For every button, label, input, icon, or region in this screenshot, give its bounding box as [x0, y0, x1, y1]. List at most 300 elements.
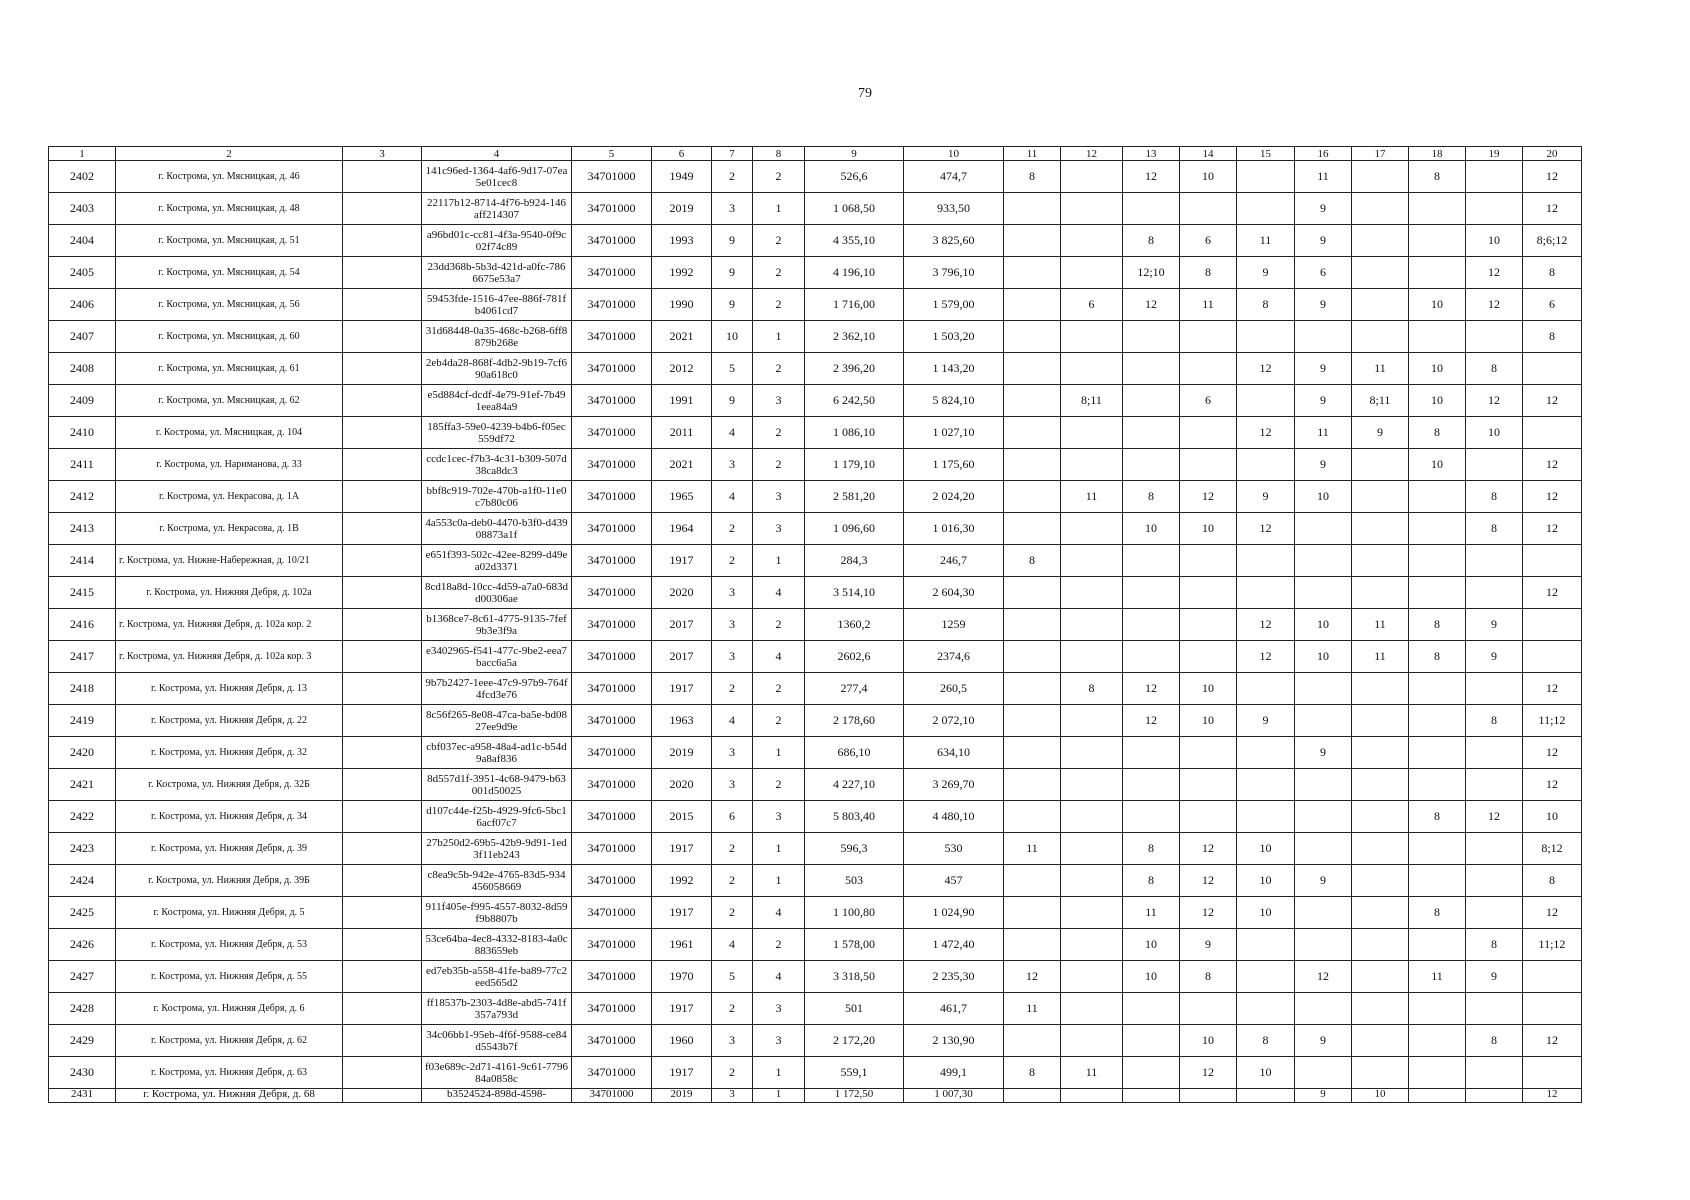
address-cell: г. Кострома, ул. Мясницкая, д. 104	[116, 417, 343, 449]
work-period-cell-15	[1237, 673, 1295, 705]
guid-cell: ccdc1cec-f7b3-4c31-b309-507d38ca8dc3	[422, 449, 572, 481]
row-number-cell: 2429	[49, 1025, 116, 1057]
floors-cell: 3	[712, 1025, 753, 1057]
total-area-cell: 1 068,50	[805, 193, 904, 225]
address-cell: г. Кострома, ул. Нижняя Дебря, д. 102а	[116, 577, 343, 609]
floors-cell: 4	[712, 929, 753, 961]
oktmo-cell: 34701000	[572, 609, 652, 641]
year-cell: 2019	[652, 1089, 712, 1103]
work-period-cell-14	[1180, 417, 1237, 449]
work-period-cell-19	[1466, 577, 1523, 609]
floors-cell: 2	[712, 513, 753, 545]
entrances-cell: 2	[753, 449, 805, 481]
work-period-cell-16	[1295, 929, 1352, 961]
address-cell: г. Кострома, ул. Нижняя Дебря, д. 5	[116, 897, 343, 929]
work-period-cell-11	[1004, 769, 1061, 801]
column-header-4: 4	[422, 147, 572, 161]
guid-cell: 27b250d2-69b5-42b9-9d91-1ed3f11eb243	[422, 833, 572, 865]
living-area-cell: 2 072,10	[904, 705, 1004, 737]
work-period-cell-15	[1237, 1089, 1295, 1103]
empty-cell	[343, 1089, 422, 1103]
oktmo-cell: 34701000	[572, 321, 652, 353]
row-number-cell: 2428	[49, 993, 116, 1025]
living-area-cell: 1 027,10	[904, 417, 1004, 449]
oktmo-cell: 34701000	[572, 481, 652, 513]
work-period-cell-14	[1180, 641, 1237, 673]
work-period-cell-14: 8	[1180, 961, 1237, 993]
year-cell: 1992	[652, 865, 712, 897]
total-area-cell: 2 178,60	[805, 705, 904, 737]
address-cell: г. Кострома, ул. Нижняя Дебря, д. 63	[116, 1057, 343, 1089]
column-header-14: 14	[1180, 147, 1237, 161]
work-period-cell-11	[1004, 801, 1061, 833]
work-period-cell-19: 8	[1466, 513, 1523, 545]
work-period-cell-14: 12	[1180, 897, 1237, 929]
row-number-cell: 2416	[49, 609, 116, 641]
work-period-cell-13	[1123, 577, 1180, 609]
year-cell: 2020	[652, 769, 712, 801]
table-row	[49, 737, 1582, 769]
row-number-cell: 2414	[49, 545, 116, 577]
year-cell: 2019	[652, 193, 712, 225]
row-number-cell: 2415	[49, 577, 116, 609]
living-area-cell: 933,50	[904, 193, 1004, 225]
year-cell: 1964	[652, 513, 712, 545]
row-number-cell: 2427	[49, 961, 116, 993]
year-cell: 1917	[652, 545, 712, 577]
work-period-cell-19: 12	[1466, 257, 1523, 289]
work-period-cell-14: 11	[1180, 289, 1237, 321]
guid-cell: d107c44e-f25b-4929-9fc6-5bc16acf07c7	[422, 801, 572, 833]
empty-cell	[343, 897, 422, 929]
work-period-cell-16	[1295, 993, 1352, 1025]
work-period-cell-15	[1237, 449, 1295, 481]
entrances-cell: 3	[753, 993, 805, 1025]
living-area-cell: 3 269,70	[904, 769, 1004, 801]
living-area-cell: 4 480,10	[904, 801, 1004, 833]
entrances-cell: 4	[753, 897, 805, 929]
work-period-cell-16: 9	[1295, 193, 1352, 225]
empty-cell	[343, 609, 422, 641]
year-cell: 1991	[652, 385, 712, 417]
oktmo-cell: 34701000	[572, 961, 652, 993]
column-header-12: 12	[1061, 147, 1123, 161]
address-cell: г. Кострома, ул. Мясницкая, д. 61	[116, 353, 343, 385]
work-period-cell-20	[1523, 545, 1582, 577]
work-period-cell-13	[1123, 449, 1180, 481]
work-period-cell-12	[1061, 449, 1123, 481]
table-row	[49, 801, 1582, 833]
work-period-cell-18: 10	[1409, 449, 1466, 481]
work-period-cell-12	[1061, 577, 1123, 609]
column-header-3: 3	[343, 147, 422, 161]
work-period-cell-17	[1352, 1057, 1409, 1089]
row-number-cell: 2418	[49, 673, 116, 705]
empty-cell	[343, 705, 422, 737]
total-area-cell: 1 172,50	[805, 1089, 904, 1103]
work-period-cell-19: 8	[1466, 481, 1523, 513]
work-period-cell-13: 10	[1123, 929, 1180, 961]
table-row	[49, 1089, 1582, 1103]
row-number-cell: 2402	[49, 161, 116, 193]
entrances-cell: 3	[753, 513, 805, 545]
work-period-cell-13: 8	[1123, 865, 1180, 897]
work-period-cell-13: 12	[1123, 289, 1180, 321]
work-period-cell-11	[1004, 609, 1061, 641]
work-period-cell-13	[1123, 321, 1180, 353]
work-period-cell-16	[1295, 769, 1352, 801]
work-period-cell-11	[1004, 641, 1061, 673]
work-period-cell-12	[1061, 769, 1123, 801]
living-area-cell: 1 143,20	[904, 353, 1004, 385]
entrances-cell: 2	[753, 417, 805, 449]
work-period-cell-18	[1409, 1025, 1466, 1057]
empty-cell	[343, 193, 422, 225]
row-number-cell: 2403	[49, 193, 116, 225]
work-period-cell-19	[1466, 769, 1523, 801]
empty-cell	[343, 1025, 422, 1057]
oktmo-cell: 34701000	[572, 385, 652, 417]
year-cell: 2017	[652, 641, 712, 673]
guid-cell: ff18537b-2303-4d8e-abd5-741f357a793d	[422, 993, 572, 1025]
work-period-cell-20	[1523, 417, 1582, 449]
living-area-cell: 474,7	[904, 161, 1004, 193]
living-area-cell: 260,5	[904, 673, 1004, 705]
work-period-cell-18: 8	[1409, 897, 1466, 929]
work-period-cell-12	[1061, 417, 1123, 449]
work-period-cell-15: 10	[1237, 833, 1295, 865]
row-number-cell: 2409	[49, 385, 116, 417]
work-period-cell-13: 12	[1123, 161, 1180, 193]
work-period-cell-11	[1004, 673, 1061, 705]
work-period-cell-13: 12;10	[1123, 257, 1180, 289]
column-header-1: 1	[49, 147, 116, 161]
work-period-cell-20: 8	[1523, 257, 1582, 289]
year-cell: 1917	[652, 673, 712, 705]
work-period-cell-11: 11	[1004, 833, 1061, 865]
work-period-cell-12	[1061, 961, 1123, 993]
work-period-cell-12	[1061, 641, 1123, 673]
column-header-9: 9	[805, 147, 904, 161]
work-period-cell-17	[1352, 449, 1409, 481]
guid-cell: 911f405e-f995-4557-8032-8d59f9b8807b	[422, 897, 572, 929]
year-cell: 2021	[652, 449, 712, 481]
empty-cell	[343, 865, 422, 897]
oktmo-cell: 34701000	[572, 193, 652, 225]
work-period-cell-18: 8	[1409, 801, 1466, 833]
entrances-cell: 1	[753, 321, 805, 353]
living-area-cell: 457	[904, 865, 1004, 897]
row-number-cell: 2405	[49, 257, 116, 289]
work-period-cell-20	[1523, 961, 1582, 993]
empty-cell	[343, 577, 422, 609]
table-row	[49, 577, 1582, 609]
work-period-cell-19	[1466, 321, 1523, 353]
oktmo-cell: 34701000	[572, 673, 652, 705]
year-cell: 1993	[652, 225, 712, 257]
work-period-cell-15: 10	[1237, 865, 1295, 897]
year-cell: 1960	[652, 1025, 712, 1057]
work-period-cell-20: 12	[1523, 513, 1582, 545]
work-period-cell-20: 8	[1523, 865, 1582, 897]
address-cell: г. Кострома, ул. Мясницкая, д. 62	[116, 385, 343, 417]
work-period-cell-14	[1180, 801, 1237, 833]
year-cell: 2020	[652, 577, 712, 609]
empty-cell	[343, 289, 422, 321]
work-period-cell-20: 6	[1523, 289, 1582, 321]
work-period-cell-16	[1295, 897, 1352, 929]
work-period-cell-18	[1409, 257, 1466, 289]
work-period-cell-20: 8;12	[1523, 833, 1582, 865]
work-period-cell-18	[1409, 545, 1466, 577]
work-period-cell-20: 12	[1523, 673, 1582, 705]
column-header-11: 11	[1004, 147, 1061, 161]
empty-cell	[343, 417, 422, 449]
work-period-cell-20: 12	[1523, 449, 1582, 481]
work-period-cell-11: 8	[1004, 161, 1061, 193]
table-row	[49, 289, 1582, 321]
work-period-cell-15	[1237, 737, 1295, 769]
work-period-cell-19: 9	[1466, 609, 1523, 641]
work-period-cell-20: 12	[1523, 577, 1582, 609]
address-cell: г. Кострома, ул. Нижняя Дебря, д. 32Б	[116, 769, 343, 801]
work-period-cell-18	[1409, 929, 1466, 961]
work-period-cell-16	[1295, 673, 1352, 705]
table-row	[49, 769, 1582, 801]
row-number-cell: 2417	[49, 641, 116, 673]
work-period-cell-18	[1409, 833, 1466, 865]
work-period-cell-12	[1061, 193, 1123, 225]
work-period-cell-19	[1466, 865, 1523, 897]
work-period-cell-12	[1061, 705, 1123, 737]
empty-cell	[343, 449, 422, 481]
work-period-cell-20: 12	[1523, 769, 1582, 801]
entrances-cell: 1	[753, 865, 805, 897]
total-area-cell: 2 396,20	[805, 353, 904, 385]
total-area-cell: 4 227,10	[805, 769, 904, 801]
work-period-cell-18	[1409, 993, 1466, 1025]
floors-cell: 2	[712, 897, 753, 929]
work-period-cell-19: 12	[1466, 801, 1523, 833]
column-header-6: 6	[652, 147, 712, 161]
entrances-cell: 2	[753, 289, 805, 321]
guid-cell: 22117b12-8714-4f76-b924-146aff214307	[422, 193, 572, 225]
work-period-cell-16: 9	[1295, 385, 1352, 417]
work-period-cell-13: 8	[1123, 833, 1180, 865]
work-period-cell-14: 9	[1180, 929, 1237, 961]
floors-cell: 3	[712, 449, 753, 481]
work-period-cell-12	[1061, 353, 1123, 385]
total-area-cell: 284,3	[805, 545, 904, 577]
total-area-cell: 596,3	[805, 833, 904, 865]
year-cell: 2021	[652, 321, 712, 353]
work-period-cell-14	[1180, 993, 1237, 1025]
oktmo-cell: 34701000	[572, 289, 652, 321]
work-period-cell-16: 10	[1295, 481, 1352, 513]
address-cell: г. Кострома, ул. Мясницкая, д. 46	[116, 161, 343, 193]
work-period-cell-14: 12	[1180, 1057, 1237, 1089]
total-area-cell: 4 196,10	[805, 257, 904, 289]
floors-cell: 5	[712, 353, 753, 385]
oktmo-cell: 34701000	[572, 801, 652, 833]
work-period-cell-18: 8	[1409, 641, 1466, 673]
floors-cell: 9	[712, 385, 753, 417]
work-period-cell-20: 12	[1523, 1025, 1582, 1057]
work-period-cell-18	[1409, 577, 1466, 609]
total-area-cell: 686,10	[805, 737, 904, 769]
floors-cell: 3	[712, 193, 753, 225]
entrances-cell: 2	[753, 353, 805, 385]
column-number-header	[49, 147, 1582, 161]
row-number-cell: 2404	[49, 225, 116, 257]
work-period-cell-11	[1004, 449, 1061, 481]
row-number-cell: 2423	[49, 833, 116, 865]
work-period-cell-13	[1123, 801, 1180, 833]
year-cell: 1990	[652, 289, 712, 321]
page-number: 79	[858, 86, 872, 101]
work-period-cell-11: 12	[1004, 961, 1061, 993]
oktmo-cell: 34701000	[572, 737, 652, 769]
work-period-cell-12	[1061, 929, 1123, 961]
empty-cell	[343, 801, 422, 833]
work-period-cell-16: 9	[1295, 449, 1352, 481]
empty-cell	[343, 737, 422, 769]
work-period-cell-16: 9	[1295, 1025, 1352, 1057]
table-row	[49, 929, 1582, 961]
guid-cell: c8ea9c5b-942e-4765-83d5-934456058669	[422, 865, 572, 897]
table-row	[49, 897, 1582, 929]
floors-cell: 4	[712, 481, 753, 513]
row-number-cell: 2410	[49, 417, 116, 449]
work-period-cell-19	[1466, 897, 1523, 929]
work-period-cell-15	[1237, 385, 1295, 417]
empty-cell	[343, 385, 422, 417]
address-cell: г. Кострома, ул. Нижняя Дебря, д. 102а кор. 3	[116, 641, 343, 673]
work-period-cell-18: 11	[1409, 961, 1466, 993]
work-period-cell-11	[1004, 737, 1061, 769]
work-period-cell-15: 10	[1237, 897, 1295, 929]
work-period-cell-17	[1352, 833, 1409, 865]
oktmo-cell: 34701000	[572, 417, 652, 449]
work-period-cell-14: 12	[1180, 833, 1237, 865]
work-period-cell-18	[1409, 225, 1466, 257]
empty-cell	[343, 321, 422, 353]
living-area-cell: 1 007,30	[904, 1089, 1004, 1103]
oktmo-cell: 34701000	[572, 161, 652, 193]
entrances-cell: 3	[753, 1025, 805, 1057]
floors-cell: 6	[712, 801, 753, 833]
guid-cell: f03e689c-2d71-4161-9c61-779684a0858c	[422, 1057, 572, 1089]
living-area-cell: 3 825,60	[904, 225, 1004, 257]
work-period-cell-13	[1123, 353, 1180, 385]
work-period-cell-16	[1295, 513, 1352, 545]
work-period-cell-15: 10	[1237, 1057, 1295, 1089]
oktmo-cell: 34701000	[572, 513, 652, 545]
table-row	[49, 865, 1582, 897]
work-period-cell-11: 11	[1004, 993, 1061, 1025]
work-period-cell-16: 11	[1295, 417, 1352, 449]
work-period-cell-11	[1004, 1025, 1061, 1057]
work-period-cell-18: 8	[1409, 417, 1466, 449]
work-period-cell-13	[1123, 385, 1180, 417]
year-cell: 1917	[652, 897, 712, 929]
row-number-cell: 2431	[49, 1089, 116, 1103]
work-period-cell-16	[1295, 545, 1352, 577]
work-period-cell-13	[1123, 1025, 1180, 1057]
work-period-cell-15	[1237, 321, 1295, 353]
table-row	[49, 1025, 1582, 1057]
work-period-cell-11: 8	[1004, 1057, 1061, 1089]
total-area-cell: 1 716,00	[805, 289, 904, 321]
work-period-cell-18	[1409, 769, 1466, 801]
work-period-cell-20	[1523, 1057, 1582, 1089]
floors-cell: 3	[712, 769, 753, 801]
work-period-cell-19: 10	[1466, 225, 1523, 257]
work-period-cell-16	[1295, 1057, 1352, 1089]
empty-cell	[343, 481, 422, 513]
work-period-cell-12	[1061, 161, 1123, 193]
living-area-cell: 3 796,10	[904, 257, 1004, 289]
work-period-cell-19: 9	[1466, 641, 1523, 673]
address-cell: г. Кострома, ул. Нижняя Дебря, д. 6	[116, 993, 343, 1025]
living-area-cell: 2 024,20	[904, 481, 1004, 513]
work-period-cell-13: 8	[1123, 481, 1180, 513]
guid-cell: e651f393-502c-42ee-8299-d49ea02d3371	[422, 545, 572, 577]
work-period-cell-18	[1409, 481, 1466, 513]
oktmo-cell: 34701000	[572, 577, 652, 609]
column-header-8: 8	[753, 147, 805, 161]
living-area-cell: 1 472,40	[904, 929, 1004, 961]
work-period-cell-17: 9	[1352, 417, 1409, 449]
total-area-cell: 503	[805, 865, 904, 897]
work-period-cell-14	[1180, 193, 1237, 225]
address-cell: г. Кострома, ул. Мясницкая, д. 56	[116, 289, 343, 321]
address-cell: г. Кострома, ул. Мясницкая, д. 48	[116, 193, 343, 225]
table-row	[49, 1057, 1582, 1089]
total-area-cell: 277,4	[805, 673, 904, 705]
work-period-cell-12	[1061, 545, 1123, 577]
work-period-cell-14	[1180, 737, 1237, 769]
guid-cell: 23dd368b-5b3d-421d-a0fc-7866675e53a7	[422, 257, 572, 289]
address-cell: г. Кострома, ул. Нижняя Дебря, д. 13	[116, 673, 343, 705]
work-period-cell-11	[1004, 929, 1061, 961]
floors-cell: 10	[712, 321, 753, 353]
work-period-cell-15	[1237, 929, 1295, 961]
living-area-cell: 499,1	[904, 1057, 1004, 1089]
table-row	[49, 961, 1582, 993]
empty-cell	[343, 1057, 422, 1089]
work-period-cell-20	[1523, 353, 1582, 385]
work-period-cell-20: 12	[1523, 897, 1582, 929]
work-period-cell-16	[1295, 321, 1352, 353]
address-cell: г. Кострома, ул. Некрасова, д. 1В	[116, 513, 343, 545]
year-cell: 1917	[652, 1057, 712, 1089]
floors-cell: 4	[712, 705, 753, 737]
address-cell: г. Кострома, ул. Нижняя Дебря, д. 62	[116, 1025, 343, 1057]
work-period-cell-17	[1352, 193, 1409, 225]
work-period-cell-20: 8	[1523, 321, 1582, 353]
work-period-cell-14	[1180, 321, 1237, 353]
work-period-cell-19	[1466, 449, 1523, 481]
living-area-cell: 2 235,30	[904, 961, 1004, 993]
living-area-cell: 1259	[904, 609, 1004, 641]
work-period-cell-18	[1409, 673, 1466, 705]
work-period-cell-15: 12	[1237, 353, 1295, 385]
empty-cell	[343, 833, 422, 865]
floors-cell: 3	[712, 1089, 753, 1103]
work-period-cell-19	[1466, 545, 1523, 577]
work-period-cell-12	[1061, 609, 1123, 641]
